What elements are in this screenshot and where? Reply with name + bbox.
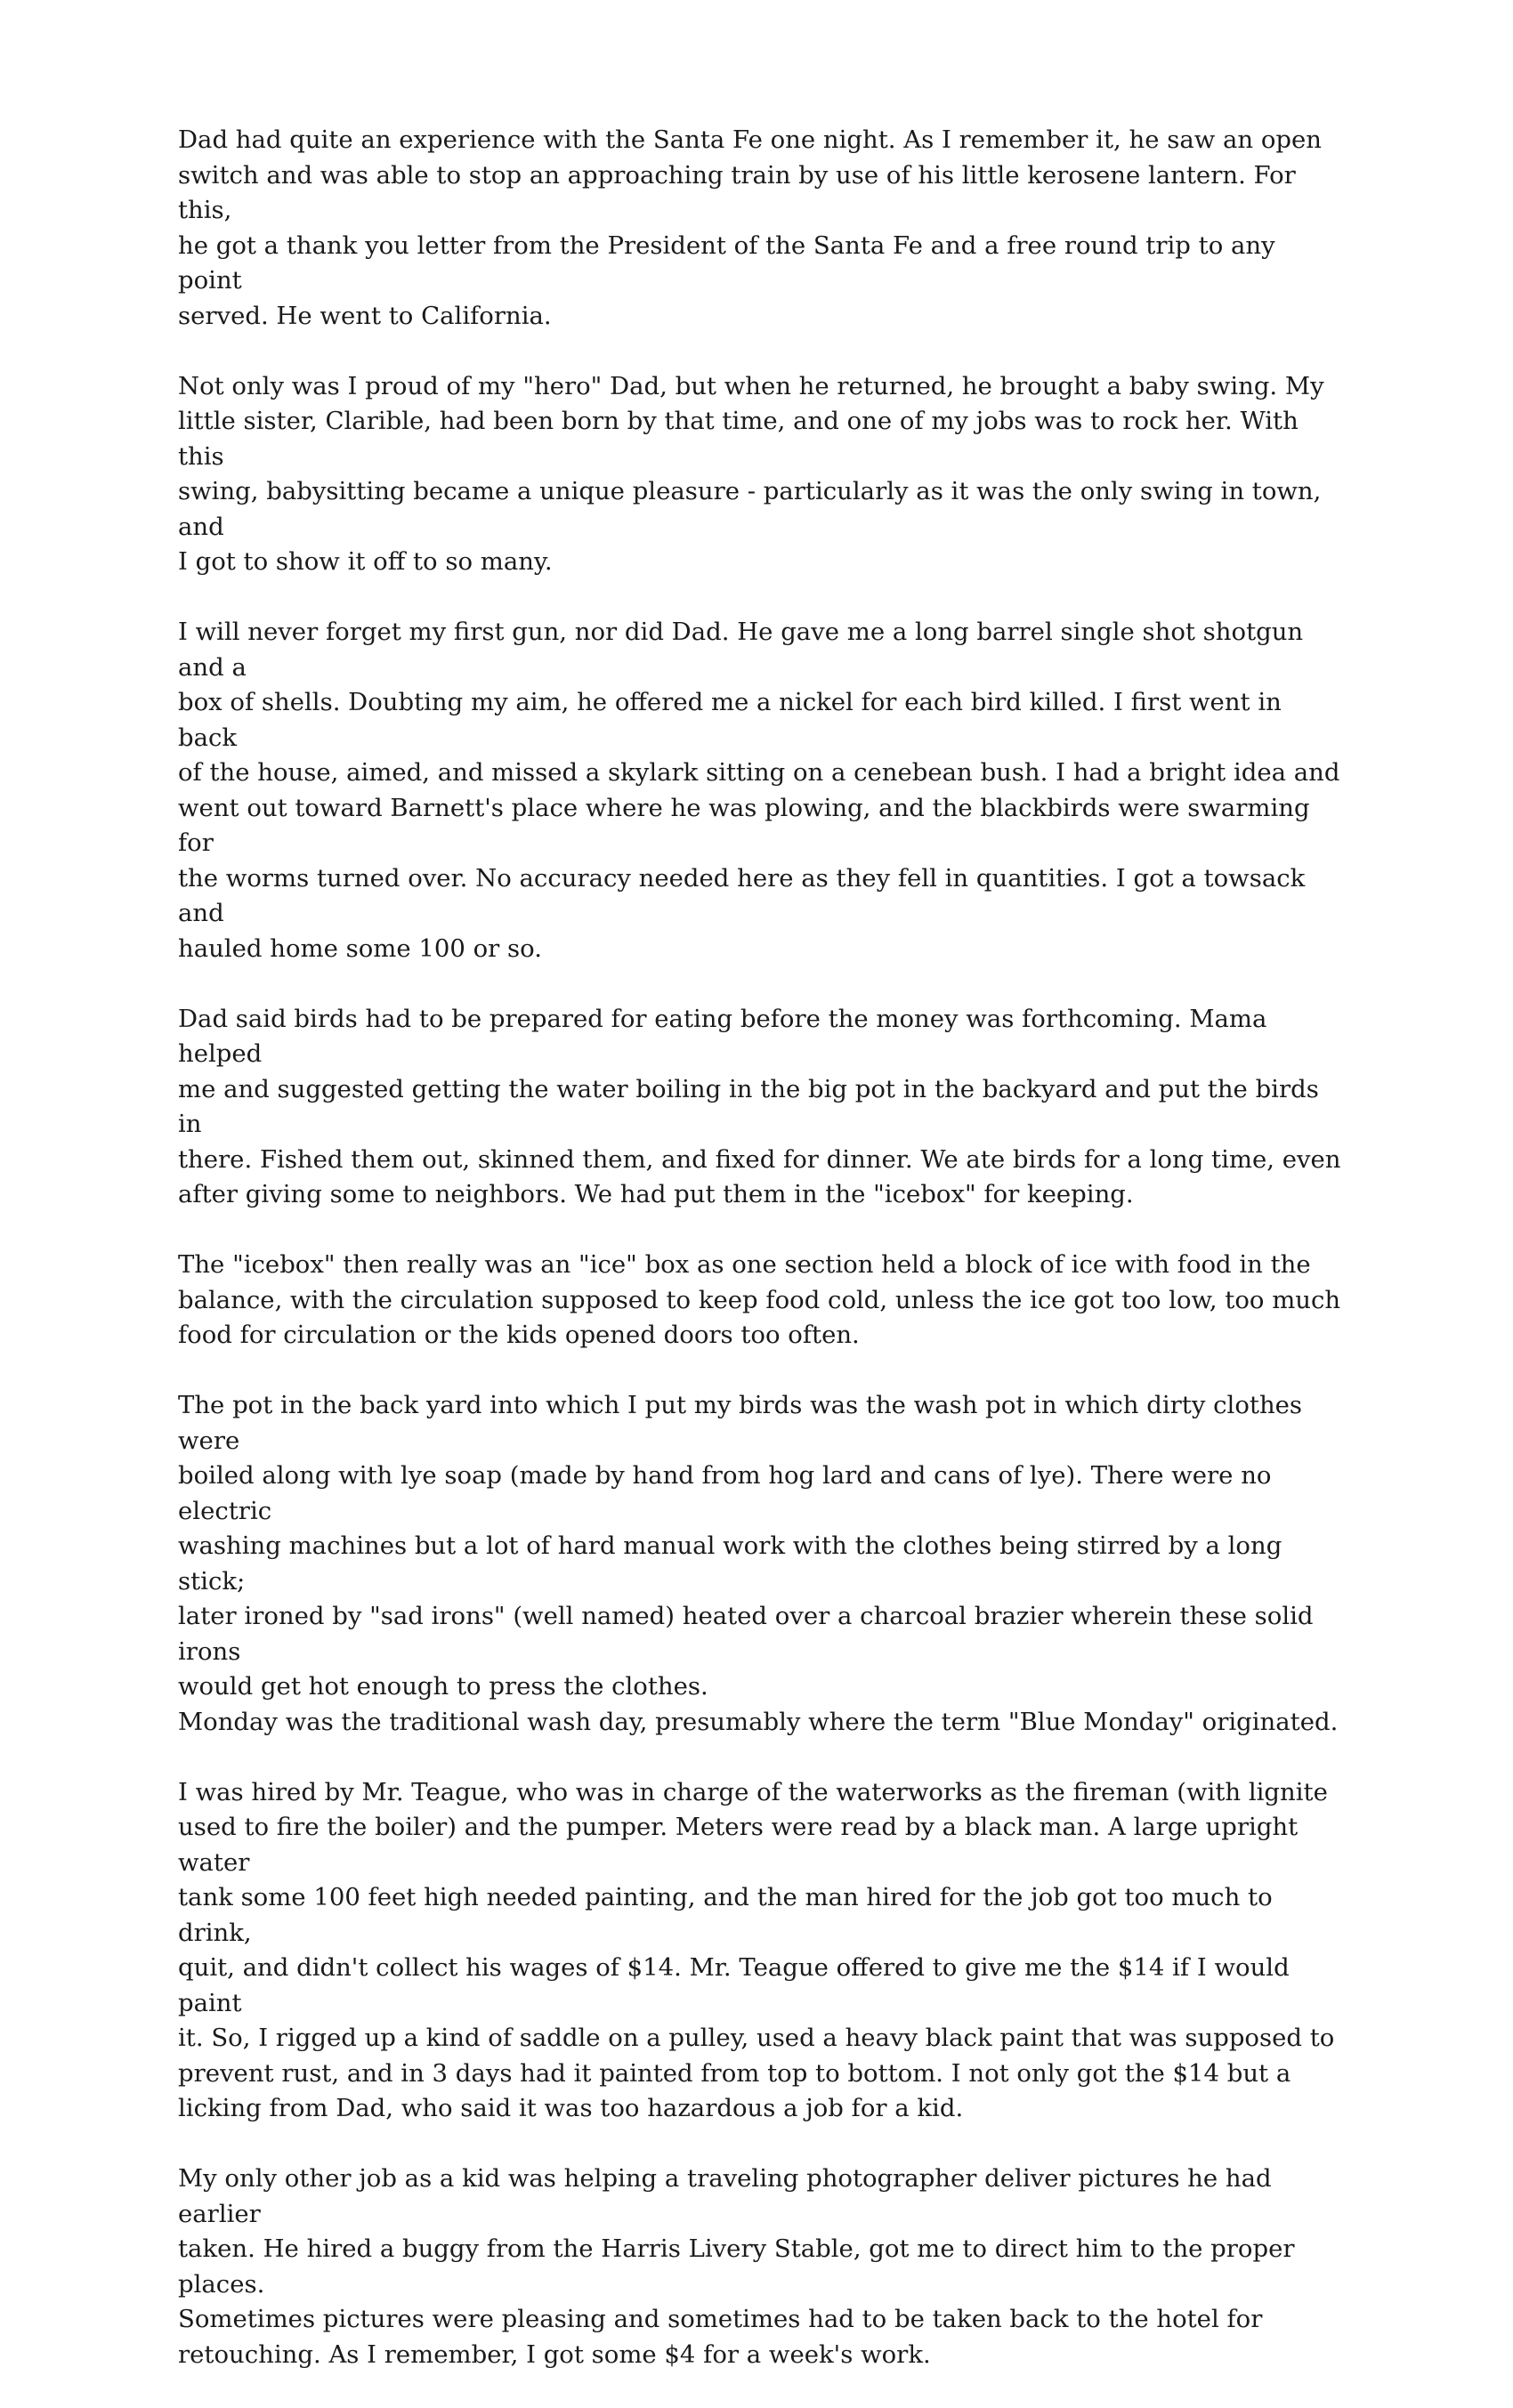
paragraph-water-tank: I was hired by Mr. Teague, who was in charge of the waterworks as the fireman (with lignite used to fire the boiler) and the pumper. Meters were read by a black man. A large upright water tank some 100 feet high needed painting, and the man hired for the job got too much to drink, quit, and didn't collect his wages of $14. Mr. Teague offered to give me the $14 if I would paint it. So, I rigged up a kind of saddle on a pulley, used a heavy black paint that was supposed to prevent rust, and in 3 days had it painted from top to bottom. I not only got the $14 but a licking from Dad, who said it was too hazardous a job for a kid.	[178, 1777, 1335, 2122]
paragraph-first-gun: I will never forget my first gun, nor did Dad. He gave me a long barrel single shot shotgun and a box of shells. Doubting my aim, he offered me a nickel for each bird killed. I first went in back of the house, aimed, and missed a skylark sitting on a cenebean bush. I had a bright idea and went out toward Barnett's place where he was plowing, and the blackbirds were swarming for the worms turned over. No accuracy needed here as they fell in quantities. I got a towsack and hauled home some 100 or so.	[178, 618, 1340, 963]
paragraph-wash-pot: The pot in the back yard into which I put my birds was the wash pot in which dirty clothes were boiled along with lye soap (made by hand from hog lard and cans of lye). There were no electric washing machines but a lot of hard manual work with the clothes being stirred by a long stick; later ironed by "sad irons" (well named) heated over a charcoal brazier wherein these solid irons would get hot enough to press the clothes.	[178, 1391, 1314, 1701]
paragraph-photographer: My only other job as a kid was helping a traveling photographer deliver pictures he had earlier taken. He hired a buggy from the Harris Livery Stable, got me to direct him to the proper places. Sometimes pictures were pleasing and sometimes had to be taken back to the hotel for retouching. As I remember, I got some $4 for a week's work.	[178, 2164, 1295, 2369]
paragraph-preparing-birds: Dad said birds had to be prepared for eating before the money was forthcoming. Mama helped me and suggested getting the water boiling in the big pot in the backyard and put the birds in there. Fished them out, skinned them, and fixed for dinner. We ate birds for a long time, even after giving some to neighbors. We had put them in the "icebox" for keeping.	[178, 1004, 1341, 1208]
body-text	[178, 123, 1344, 2408]
paragraph-baby-swing: Not only was I proud of my "hero" Dad, but when he returned, he brought a baby swing. My little sister, Clarible, had been born by that time, and one of my jobs was to rock her. With this swing, babysitting became a unique pleasure - particularly as it was the only swing in town, and I got to show it off to so many.	[178, 371, 1324, 576]
paragraph-blue-monday: Monday was the traditional wash day, presumably where the term "Blue Monday" originated.	[178, 1707, 1339, 1736]
paragraph-santa-fe-lantern: Dad had quite an experience with the Santa Fe one night. As I remember it, he saw an open switch and was able to stop an approaching train by use of his little kerosene lantern. For this, he got a thank you letter from the President of the Santa Fe and a free round trip to any point served. He went to California.	[178, 125, 1323, 330]
paragraph-icebox: The "icebox" then really was an "ice" box as one section held a block of ice with food in the balance, with the circulation supposed to keep food cold, unless the ice got too low, too much food for circulation or the kids opened doors too often.	[178, 1250, 1341, 1349]
